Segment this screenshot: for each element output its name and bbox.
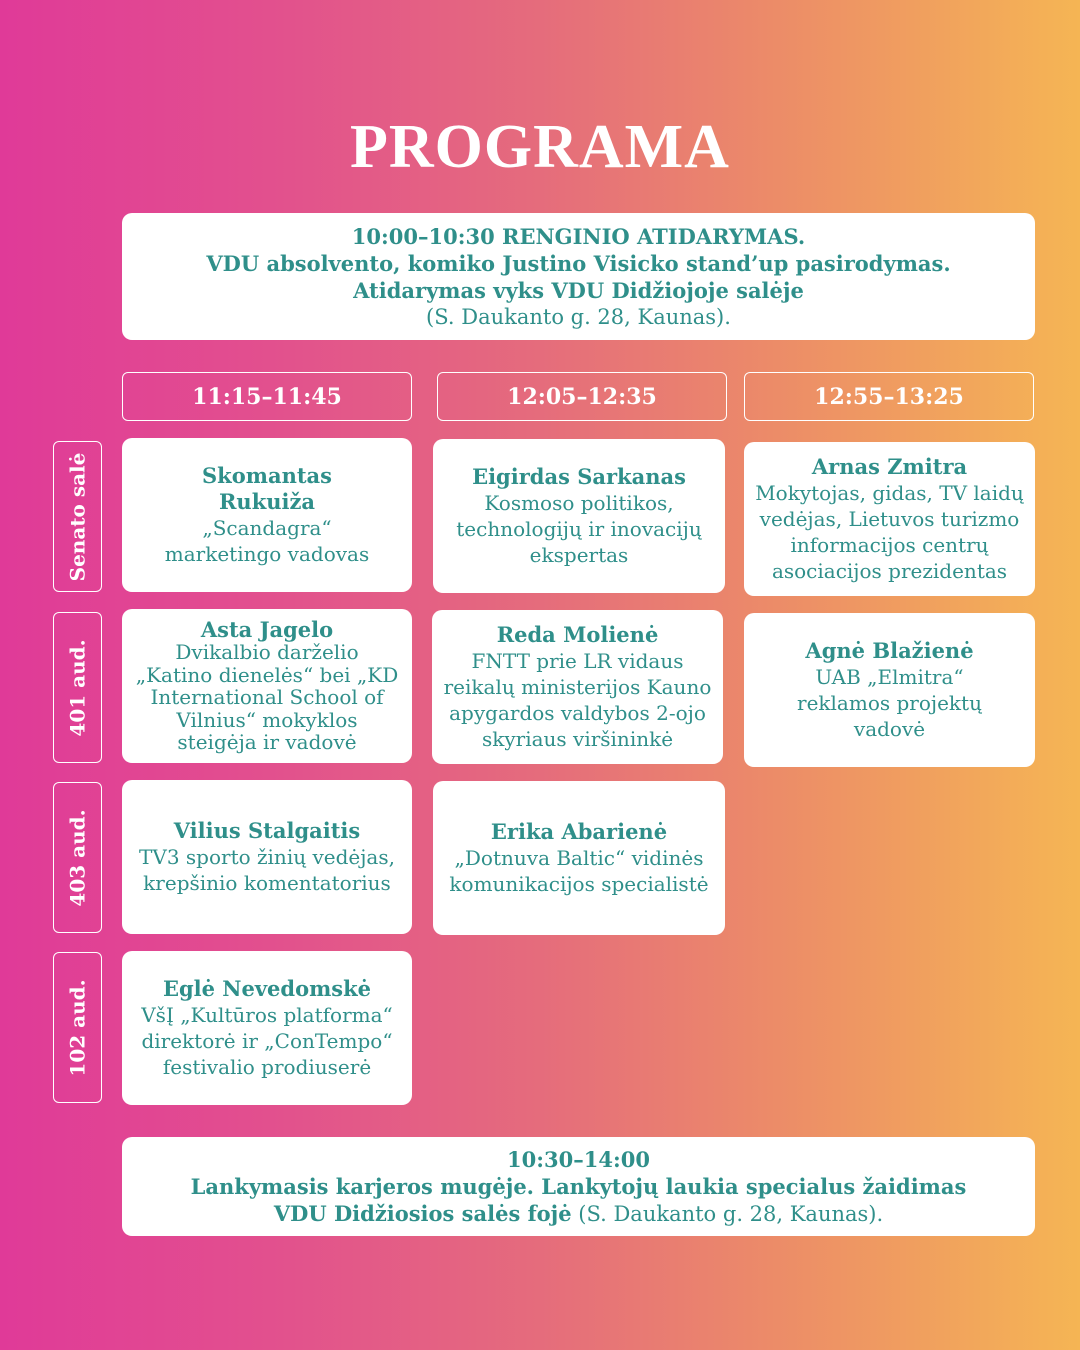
opening-description: VDU absolvento, komiko Justino Visicko stand’up pasirodymas. xyxy=(206,250,951,276)
closing-box xyxy=(122,1137,1035,1236)
room-label: 102 aud. xyxy=(65,978,90,1077)
closing-description: Lankymasis karjeros mugėje. Lankytojų laukia specialus žaidimas xyxy=(190,1173,967,1199)
opening-box xyxy=(122,213,1035,340)
speaker-role: „Scandagra“ marketingo vadovas xyxy=(164,516,370,566)
speaker-role: UAB „Elmitra“ reklamos projektų vadovė xyxy=(797,665,982,741)
speaker-role: Dvikalbio darželio „Katino dienelės“ bei „KD International School of Vilnius“ mokyklos steigėja ir vadovė xyxy=(135,640,399,754)
speaker-role: Kosmoso politikos, technologijų ir inovacijų ekspertas xyxy=(456,491,702,567)
session-card xyxy=(122,438,412,592)
session-card xyxy=(122,609,412,763)
speaker-role: VšĮ „Kultūros platforma“ direktorė ir „ConTempo“ festivalio prodiuserė xyxy=(141,1003,393,1079)
closing-venue: VDU Didžiosios salės fojė xyxy=(273,1200,572,1226)
room-senato-sale xyxy=(53,441,102,592)
session-card xyxy=(744,613,1035,767)
closing-location-line xyxy=(274,1200,883,1228)
speaker-name: Vilius Stalgaitis xyxy=(173,818,361,843)
speaker-name: Eglė Nevedomskė xyxy=(162,976,372,1001)
session-card xyxy=(122,951,412,1105)
time-slot-1: 11:15–11:45 xyxy=(122,372,412,421)
room-403 xyxy=(53,782,102,933)
speaker-name: Asta Jagelo xyxy=(200,616,334,642)
speaker-name: Skomantas Rukuiža xyxy=(202,463,332,514)
speaker-role: TV3 sporto žinių vedėjas, krepšinio komentatorius xyxy=(139,845,395,895)
session-card xyxy=(744,442,1035,596)
session-card xyxy=(433,439,725,593)
speaker-name: Erika Abarienė xyxy=(490,819,668,844)
speaker-name: Arnas Zmitra xyxy=(811,454,968,479)
speaker-name: Agnė Blažienė xyxy=(805,638,974,663)
speaker-name: Reda Molienė xyxy=(496,622,659,647)
room-label: Senato salė xyxy=(65,452,90,581)
page-title: PROGRAMA xyxy=(350,113,730,181)
room-401 xyxy=(53,612,102,763)
opening-address: (S. Daukanto g. 28, Kaunas). xyxy=(426,304,731,329)
closing-address: (S. Daukanto g. 28, Kaunas). xyxy=(578,1201,884,1226)
closing-time: 10:30–14:00 xyxy=(507,1146,650,1172)
speaker-name: Eigirdas Sarkanas xyxy=(472,464,686,489)
speaker-role: FNTT prie LR vidaus reikalų ministerijos Kauno apygardos valdybos 2-ojo skyriaus viršininkė xyxy=(443,649,712,751)
room-label: 401 aud. xyxy=(65,638,90,737)
time-slot-3: 12:55–13:25 xyxy=(744,372,1034,421)
opening-time: 10:00–10:30 RENGINIO ATIDARYMAS. xyxy=(351,223,806,249)
session-card xyxy=(432,610,723,764)
session-card xyxy=(433,781,725,935)
room-102 xyxy=(53,952,102,1103)
session-card xyxy=(122,780,412,934)
opening-venue: Atidarymas vyks VDU Didžiojoje salėje xyxy=(353,277,804,303)
speaker-role: „Dotnuva Baltic“ vidinės komunikacijos specialistė xyxy=(449,846,709,896)
speaker-role: Mokytojas, gidas, TV laidų vedėjas, Lietuvos turizmo informacijos centrų asociacijos prezidentas xyxy=(755,481,1024,583)
room-label: 403 aud. xyxy=(65,808,90,907)
time-slot-2: 12:05–12:35 xyxy=(437,372,727,421)
